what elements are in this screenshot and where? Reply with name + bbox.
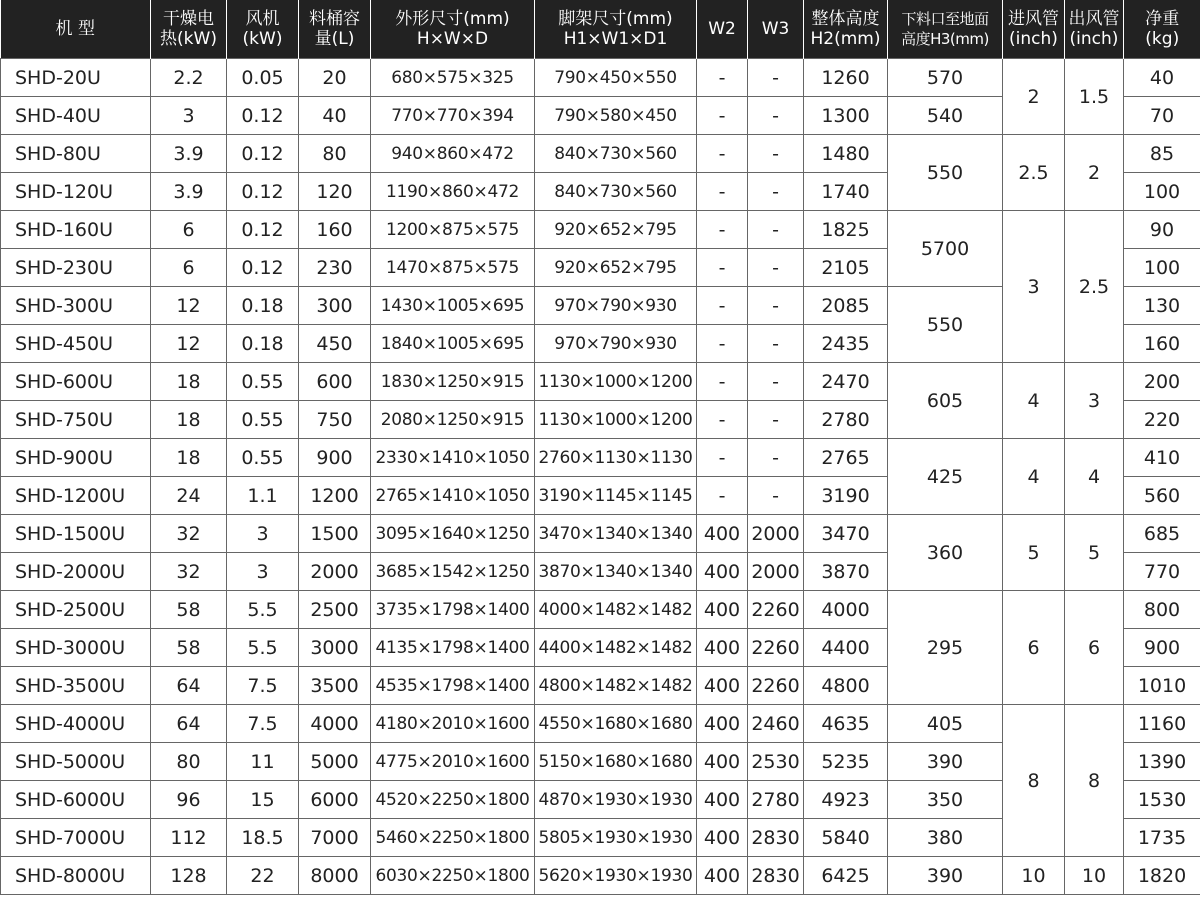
w2-cell: - (697, 135, 748, 173)
heating-power-cell: 12 (151, 325, 227, 363)
overall-height-cell: 1740 (804, 173, 888, 211)
heating-power-cell: 32 (151, 553, 227, 591)
model-cell: SHD-6000U (1, 781, 151, 819)
overall-height-cell: 2780 (804, 401, 888, 439)
w2-cell: 400 (697, 553, 748, 591)
w2-cell: 400 (697, 781, 748, 819)
outer-dimensions-cell: 4775×2010×1600 (371, 743, 535, 781)
header-row (1, 0, 1200, 59)
overall-height-cell: 4635 (804, 705, 888, 743)
table-row (1, 857, 1200, 895)
heating-power-cell: 6 (151, 211, 227, 249)
w3-cell: 2530 (748, 743, 804, 781)
w3-cell: - (748, 97, 804, 135)
table-row (1, 705, 1200, 743)
fan-power-cell: 0.12 (227, 97, 299, 135)
table-body (1, 59, 1200, 895)
overall-height-cell: 4000 (804, 591, 888, 629)
outlet-pipe-cell: 6 (1065, 591, 1124, 705)
heating-power-cell: 6 (151, 249, 227, 287)
net-weight-cell: 1820 (1124, 857, 1200, 895)
capacity-cell: 7000 (299, 819, 371, 857)
w3-cell: 2780 (748, 781, 804, 819)
net-weight-cell: 100 (1124, 249, 1200, 287)
capacity-cell: 3000 (299, 629, 371, 667)
w2-cell: - (697, 325, 748, 363)
heating-power-cell: 64 (151, 705, 227, 743)
header-outer-dimensions: 外形尺寸(mm) H×W×D (371, 0, 535, 59)
header-overall-height: 整体高度 H2(mm) (804, 0, 888, 59)
fan-power-cell: 22 (227, 857, 299, 895)
model-cell: SHD-2000U (1, 553, 151, 591)
net-weight-cell: 40 (1124, 59, 1200, 97)
heating-power-cell: 80 (151, 743, 227, 781)
fan-power-cell: 15 (227, 781, 299, 819)
overall-height-cell: 1260 (804, 59, 888, 97)
model-cell: SHD-1500U (1, 515, 151, 553)
outlet-pipe-cell: 4 (1065, 439, 1124, 515)
w3-cell: - (748, 211, 804, 249)
outlet-pipe-cell: 2.5 (1065, 211, 1124, 363)
inlet-pipe-cell: 3 (1003, 211, 1065, 363)
stand-dimensions-cell: 4870×1930×1930 (535, 781, 697, 819)
overall-height-cell: 3870 (804, 553, 888, 591)
header-inlet-pipe: 进风管 (inch) (1003, 0, 1065, 59)
stand-dimensions-cell: 970×790×930 (535, 325, 697, 363)
w3-cell: - (748, 249, 804, 287)
capacity-cell: 2500 (299, 591, 371, 629)
model-cell: SHD-600U (1, 363, 151, 401)
w3-cell: 2000 (748, 515, 804, 553)
header-discharge-height: 下料口至地面 高度H3(mm) (888, 0, 1003, 59)
net-weight-cell: 70 (1124, 97, 1200, 135)
outer-dimensions-cell: 3735×1798×1400 (371, 591, 535, 629)
header-fan-power: 风机 (kW) (227, 0, 299, 59)
discharge-height-cell: 570 (888, 59, 1003, 97)
stand-dimensions-cell: 4400×1482×1482 (535, 629, 697, 667)
capacity-cell: 80 (299, 135, 371, 173)
model-cell: SHD-120U (1, 173, 151, 211)
w2-cell: 400 (697, 705, 748, 743)
model-cell: SHD-5000U (1, 743, 151, 781)
overall-height-cell: 1480 (804, 135, 888, 173)
heating-power-cell: 2.2 (151, 59, 227, 97)
discharge-height-cell: 540 (888, 97, 1003, 135)
discharge-height-cell: 390 (888, 857, 1003, 895)
outer-dimensions-cell: 1430×1005×695 (371, 287, 535, 325)
w3-cell: 2830 (748, 819, 804, 857)
outer-dimensions-cell: 5460×2250×1800 (371, 819, 535, 857)
header-model: 机 型 (1, 0, 151, 59)
discharge-height-cell: 380 (888, 819, 1003, 857)
heating-power-cell: 128 (151, 857, 227, 895)
discharge-height-cell: 550 (888, 287, 1003, 363)
capacity-cell: 20 (299, 59, 371, 97)
model-cell: SHD-160U (1, 211, 151, 249)
outer-dimensions-cell: 770×770×394 (371, 97, 535, 135)
w2-cell: 400 (697, 591, 748, 629)
model-cell: SHD-3000U (1, 629, 151, 667)
net-weight-cell: 1390 (1124, 743, 1200, 781)
capacity-cell: 3500 (299, 667, 371, 705)
stand-dimensions-cell: 920×652×795 (535, 249, 697, 287)
net-weight-cell: 770 (1124, 553, 1200, 591)
table-row (1, 439, 1200, 477)
outer-dimensions-cell: 1190×860×472 (371, 173, 535, 211)
table-row (1, 59, 1200, 97)
overall-height-cell: 4800 (804, 667, 888, 705)
discharge-height-cell: 390 (888, 743, 1003, 781)
heating-power-cell: 3.9 (151, 173, 227, 211)
w3-cell: - (748, 439, 804, 477)
w2-cell: - (697, 401, 748, 439)
overall-height-cell: 1300 (804, 97, 888, 135)
discharge-height-cell: 295 (888, 591, 1003, 705)
w3-cell: - (748, 325, 804, 363)
capacity-cell: 450 (299, 325, 371, 363)
capacity-cell: 230 (299, 249, 371, 287)
outer-dimensions-cell: 680×575×325 (371, 59, 535, 97)
overall-height-cell: 5235 (804, 743, 888, 781)
capacity-cell: 1200 (299, 477, 371, 515)
outlet-pipe-cell: 5 (1065, 515, 1124, 591)
stand-dimensions-cell: 4800×1482×1482 (535, 667, 697, 705)
header-heating-power: 干燥电 热(kW) (151, 0, 227, 59)
outer-dimensions-cell: 1830×1250×915 (371, 363, 535, 401)
heating-power-cell: 58 (151, 591, 227, 629)
w3-cell: - (748, 59, 804, 97)
w3-cell: 2260 (748, 667, 804, 705)
net-weight-cell: 85 (1124, 135, 1200, 173)
overall-height-cell: 6425 (804, 857, 888, 895)
outer-dimensions-cell: 3095×1640×1250 (371, 515, 535, 553)
capacity-cell: 900 (299, 439, 371, 477)
w2-cell: - (697, 439, 748, 477)
model-cell: SHD-2500U (1, 591, 151, 629)
inlet-pipe-cell: 4 (1003, 439, 1065, 515)
heating-power-cell: 32 (151, 515, 227, 553)
w3-cell: 2260 (748, 591, 804, 629)
model-cell: SHD-80U (1, 135, 151, 173)
heating-power-cell: 112 (151, 819, 227, 857)
model-cell: SHD-20U (1, 59, 151, 97)
w3-cell: 2830 (748, 857, 804, 895)
w3-cell: - (748, 401, 804, 439)
w2-cell: - (697, 97, 748, 135)
overall-height-cell: 3190 (804, 477, 888, 515)
stand-dimensions-cell: 4550×1680×1680 (535, 705, 697, 743)
fan-power-cell: 0.12 (227, 135, 299, 173)
discharge-height-cell: 360 (888, 515, 1003, 591)
overall-height-cell: 4400 (804, 629, 888, 667)
model-cell: SHD-40U (1, 97, 151, 135)
table-row (1, 515, 1200, 553)
net-weight-cell: 410 (1124, 439, 1200, 477)
fan-power-cell: 7.5 (227, 705, 299, 743)
net-weight-cell: 685 (1124, 515, 1200, 553)
w2-cell: 400 (697, 515, 748, 553)
overall-height-cell: 2105 (804, 249, 888, 287)
inlet-pipe-cell: 8 (1003, 705, 1065, 857)
capacity-cell: 160 (299, 211, 371, 249)
stand-dimensions-cell: 5620×1930×1930 (535, 857, 697, 895)
inlet-pipe-cell: 10 (1003, 857, 1065, 895)
discharge-height-cell: 605 (888, 363, 1003, 439)
outer-dimensions-cell: 4520×2250×1800 (371, 781, 535, 819)
w2-cell: - (697, 287, 748, 325)
table-row (1, 363, 1200, 401)
w2-cell: 400 (697, 743, 748, 781)
stand-dimensions-cell: 920×652×795 (535, 211, 697, 249)
heating-power-cell: 12 (151, 287, 227, 325)
table-row (1, 211, 1200, 249)
fan-power-cell: 0.12 (227, 173, 299, 211)
outlet-pipe-cell: 3 (1065, 363, 1124, 439)
stand-dimensions-cell: 790×580×450 (535, 97, 697, 135)
outer-dimensions-cell: 1470×875×575 (371, 249, 535, 287)
inlet-pipe-cell: 6 (1003, 591, 1065, 705)
inlet-pipe-cell: 4 (1003, 363, 1065, 439)
inlet-pipe-cell: 5 (1003, 515, 1065, 591)
heating-power-cell: 24 (151, 477, 227, 515)
outer-dimensions-cell: 2080×1250×915 (371, 401, 535, 439)
fan-power-cell: 0.18 (227, 287, 299, 325)
w3-cell: 2460 (748, 705, 804, 743)
net-weight-cell: 560 (1124, 477, 1200, 515)
net-weight-cell: 90 (1124, 211, 1200, 249)
outlet-pipe-cell: 8 (1065, 705, 1124, 857)
stand-dimensions-cell: 4000×1482×1482 (535, 591, 697, 629)
capacity-cell: 8000 (299, 857, 371, 895)
model-cell: SHD-8000U (1, 857, 151, 895)
model-cell: SHD-300U (1, 287, 151, 325)
model-cell: SHD-230U (1, 249, 151, 287)
outlet-pipe-cell: 2 (1065, 135, 1124, 211)
outer-dimensions-cell: 4135×1798×1400 (371, 629, 535, 667)
header-outlet-pipe: 出风管 (inch) (1065, 0, 1124, 59)
fan-power-cell: 0.55 (227, 401, 299, 439)
outer-dimensions-cell: 3685×1542×1250 (371, 553, 535, 591)
header-w3: W3 (748, 0, 804, 59)
w2-cell: 400 (697, 819, 748, 857)
discharge-height-cell: 550 (888, 135, 1003, 211)
w2-cell: 400 (697, 629, 748, 667)
inlet-pipe-cell: 2.5 (1003, 135, 1065, 211)
model-cell: SHD-750U (1, 401, 151, 439)
heating-power-cell: 64 (151, 667, 227, 705)
model-cell: SHD-7000U (1, 819, 151, 857)
model-cell: SHD-1200U (1, 477, 151, 515)
stand-dimensions-cell: 970×790×930 (535, 287, 697, 325)
capacity-cell: 750 (299, 401, 371, 439)
outer-dimensions-cell: 2330×1410×1050 (371, 439, 535, 477)
model-cell: SHD-900U (1, 439, 151, 477)
w2-cell: - (697, 59, 748, 97)
heating-power-cell: 3 (151, 97, 227, 135)
capacity-cell: 2000 (299, 553, 371, 591)
stand-dimensions-cell: 790×450×550 (535, 59, 697, 97)
heating-power-cell: 96 (151, 781, 227, 819)
model-cell: SHD-450U (1, 325, 151, 363)
outlet-pipe-cell: 10 (1065, 857, 1124, 895)
capacity-cell: 600 (299, 363, 371, 401)
header-net-weight: 净重 (kg) (1124, 0, 1200, 59)
fan-power-cell: 3 (227, 515, 299, 553)
outer-dimensions-cell: 940×860×472 (371, 135, 535, 173)
w3-cell: - (748, 287, 804, 325)
w3-cell: - (748, 477, 804, 515)
w3-cell: 2000 (748, 553, 804, 591)
fan-power-cell: 5.5 (227, 591, 299, 629)
w2-cell: 400 (697, 857, 748, 895)
w3-cell: - (748, 135, 804, 173)
stand-dimensions-cell: 2760×1130×1130 (535, 439, 697, 477)
header-w2: W2 (697, 0, 748, 59)
inlet-pipe-cell: 2 (1003, 59, 1065, 135)
net-weight-cell: 130 (1124, 287, 1200, 325)
w2-cell: - (697, 173, 748, 211)
fan-power-cell: 7.5 (227, 667, 299, 705)
fan-power-cell: 0.55 (227, 439, 299, 477)
overall-height-cell: 2470 (804, 363, 888, 401)
fan-power-cell: 3 (227, 553, 299, 591)
capacity-cell: 6000 (299, 781, 371, 819)
outer-dimensions-cell: 1200×875×575 (371, 211, 535, 249)
fan-power-cell: 5.5 (227, 629, 299, 667)
net-weight-cell: 900 (1124, 629, 1200, 667)
capacity-cell: 300 (299, 287, 371, 325)
heating-power-cell: 3.9 (151, 135, 227, 173)
heating-power-cell: 18 (151, 363, 227, 401)
w2-cell: - (697, 249, 748, 287)
model-cell: SHD-4000U (1, 705, 151, 743)
net-weight-cell: 1530 (1124, 781, 1200, 819)
discharge-height-cell: 5700 (888, 211, 1003, 287)
heating-power-cell: 18 (151, 401, 227, 439)
discharge-height-cell: 425 (888, 439, 1003, 515)
net-weight-cell: 100 (1124, 173, 1200, 211)
net-weight-cell: 1160 (1124, 705, 1200, 743)
overall-height-cell: 2085 (804, 287, 888, 325)
outer-dimensions-cell: 4180×2010×1600 (371, 705, 535, 743)
overall-height-cell: 5840 (804, 819, 888, 857)
fan-power-cell: 0.12 (227, 249, 299, 287)
outer-dimensions-cell: 4535×1798×1400 (371, 667, 535, 705)
stand-dimensions-cell: 840×730×560 (535, 173, 697, 211)
net-weight-cell: 160 (1124, 325, 1200, 363)
w2-cell: - (697, 477, 748, 515)
fan-power-cell: 1.1 (227, 477, 299, 515)
stand-dimensions-cell: 5150×1680×1680 (535, 743, 697, 781)
table-row (1, 591, 1200, 629)
header-stand-dimensions: 脚架尺寸(mm) H1×W1×D1 (535, 0, 697, 59)
fan-power-cell: 11 (227, 743, 299, 781)
outer-dimensions-cell: 2765×1410×1050 (371, 477, 535, 515)
stand-dimensions-cell: 5805×1930×1930 (535, 819, 697, 857)
net-weight-cell: 1010 (1124, 667, 1200, 705)
stand-dimensions-cell: 1130×1000×1200 (535, 401, 697, 439)
outer-dimensions-cell: 6030×2250×1800 (371, 857, 535, 895)
fan-power-cell: 0.18 (227, 325, 299, 363)
heating-power-cell: 58 (151, 629, 227, 667)
net-weight-cell: 200 (1124, 363, 1200, 401)
header-hopper-capacity: 料桶容 量(L) (299, 0, 371, 59)
capacity-cell: 5000 (299, 743, 371, 781)
w2-cell: 400 (697, 667, 748, 705)
stand-dimensions-cell: 1130×1000×1200 (535, 363, 697, 401)
model-cell: SHD-3500U (1, 667, 151, 705)
discharge-height-cell: 350 (888, 781, 1003, 819)
w3-cell: - (748, 363, 804, 401)
stand-dimensions-cell: 3870×1340×1340 (535, 553, 697, 591)
heating-power-cell: 18 (151, 439, 227, 477)
w2-cell: - (697, 211, 748, 249)
outlet-pipe-cell: 1.5 (1065, 59, 1124, 135)
fan-power-cell: 18.5 (227, 819, 299, 857)
overall-height-cell: 3470 (804, 515, 888, 553)
table-row (1, 135, 1200, 173)
capacity-cell: 40 (299, 97, 371, 135)
net-weight-cell: 220 (1124, 401, 1200, 439)
outer-dimensions-cell: 1840×1005×695 (371, 325, 535, 363)
overall-height-cell: 4923 (804, 781, 888, 819)
fan-power-cell: 0.12 (227, 211, 299, 249)
w3-cell: 2260 (748, 629, 804, 667)
w3-cell: - (748, 173, 804, 211)
overall-height-cell: 2435 (804, 325, 888, 363)
fan-power-cell: 0.05 (227, 59, 299, 97)
net-weight-cell: 1735 (1124, 819, 1200, 857)
overall-height-cell: 2765 (804, 439, 888, 477)
stand-dimensions-cell: 3190×1145×1145 (535, 477, 697, 515)
stand-dimensions-cell: 840×730×560 (535, 135, 697, 173)
capacity-cell: 120 (299, 173, 371, 211)
net-weight-cell: 800 (1124, 591, 1200, 629)
w2-cell: - (697, 363, 748, 401)
capacity-cell: 4000 (299, 705, 371, 743)
stand-dimensions-cell: 3470×1340×1340 (535, 515, 697, 553)
discharge-height-cell: 405 (888, 705, 1003, 743)
overall-height-cell: 1825 (804, 211, 888, 249)
capacity-cell: 1500 (299, 515, 371, 553)
fan-power-cell: 0.55 (227, 363, 299, 401)
